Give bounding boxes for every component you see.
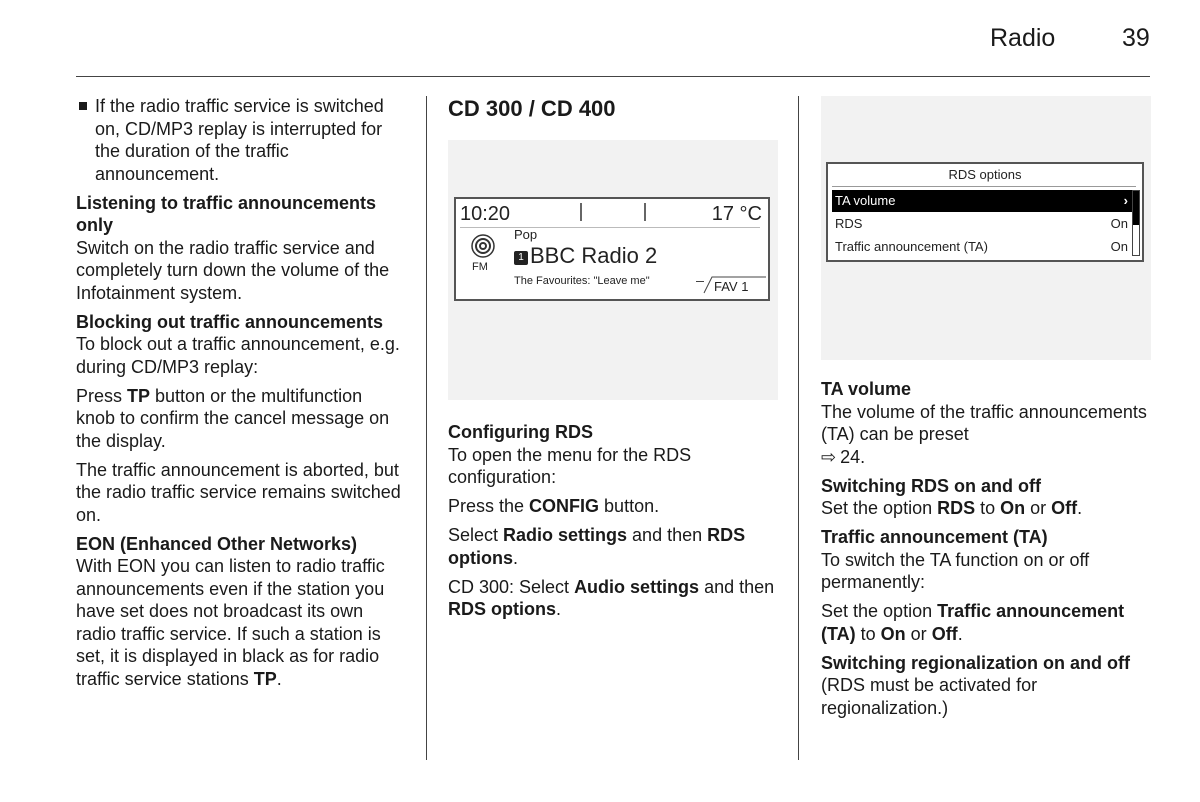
ta-section-text: To switch the TA function on or off permanently: (821, 549, 1090, 592)
rds-menu-scroll-thumb[interactable] (1133, 191, 1139, 225)
rds-menu-item-ta[interactable]: Traffic announcement (TA) On (835, 239, 1128, 254)
aborted-text: The traffic announcement is aborted, but the radio traffic service remains switched on. (76, 459, 401, 525)
page-number: 39 (1122, 24, 1150, 52)
genre-label: Pop (514, 227, 538, 242)
status-divider (580, 203, 582, 221)
rds-menu-item-rds[interactable]: RDS On (835, 216, 1128, 231)
press-tp-text: Press TP button or the multifunction knob to confirm the cancel message on the display. (76, 385, 390, 451)
clock-time: 10:20 (460, 203, 511, 225)
column-divider-1 (426, 96, 427, 760)
ta-option-text: Set the option Traffic announcement (TA) to On or Off. (821, 601, 1125, 644)
config-heading: Configuring RDS (448, 422, 593, 442)
regionalization-text: (RDS must be activated for regionalization.) (821, 675, 1038, 718)
rds-menu-rule (832, 186, 1136, 187)
cd300-text: CD 300: Select Audio settings and then RDS options. (448, 576, 775, 619)
rds-menu-title: RDS options (948, 167, 1022, 182)
page-ref-arrow-icon: ⇨ (821, 446, 837, 467)
outside-temperature: 17 °C (711, 203, 762, 225)
bullet-square-icon (79, 102, 87, 110)
ta-volume-text: The volume of the traffic announcements (TA) can be preset ⇨ 24. (821, 401, 1147, 467)
column-2-text (448, 421, 778, 627)
rds-options-menu (826, 162, 1144, 262)
column-divider-2 (798, 96, 799, 760)
status-divider (644, 203, 646, 221)
radio-broadcast-icon (470, 233, 496, 259)
column-3-text (821, 378, 1156, 726)
header-rule (76, 76, 1150, 77)
switch-rds-heading: Switching RDS on and off (821, 475, 1041, 496)
regionalization-heading: Switching regionalization on and off (821, 652, 1130, 673)
station-name: BBC Radio 2 (530, 243, 658, 268)
rds-menu-item-ta-volume[interactable]: TA volume › (832, 190, 1136, 212)
listening-text: Switch on the radio traffic service and completely turn down the volume of the Infotainment system. (76, 237, 390, 303)
chevron-right-icon: › (1123, 193, 1128, 208)
radio-text: The Favourites: "Leave me" (514, 275, 650, 287)
eon-heading: EON (Enhanced Other Networks) (76, 533, 358, 554)
config-text: To open the menu for the RDS configuration: (448, 444, 692, 487)
bullet-item: If the radio traffic service is switched on, CD/MP3 replay is interrupted for the duration of the traffic announcement. (76, 95, 406, 185)
eon-text: With EON you can listen to radio traffic announcements even if the station you have set does not broadcast its own radio traffic service. If such a station is set, it is displayed in black as for radio traffic service stations TP. (76, 556, 385, 689)
listening-heading: Listening to traffic announcements only (76, 192, 377, 235)
section-title: CD 300 / CD 400 (448, 96, 616, 121)
press-config-text: Press the CONFIG button. (448, 496, 660, 516)
blocking-text: To block out a traffic announcement, e.g. during CD/MP3 replay: (76, 334, 400, 377)
page-section-title: Radio (990, 24, 1056, 52)
radio-display (454, 197, 770, 301)
band-label: FM (472, 261, 488, 273)
ta-section-heading: Traffic announcement (TA) (821, 527, 1048, 547)
fav-label: FAV 1 (714, 279, 749, 294)
preset-number-badge: 1 (514, 251, 528, 265)
status-rule (460, 227, 760, 228)
column-1 (76, 95, 406, 697)
blocking-heading: Blocking out traffic announcements (76, 311, 384, 332)
rds-menu-scrollbar[interactable] (1132, 190, 1140, 256)
ta-volume-heading: TA volume (821, 379, 912, 399)
switch-rds-text: Set the option RDS to On or Off. (821, 498, 1083, 518)
select-text: Select Radio settings and then RDS options. (448, 525, 746, 568)
